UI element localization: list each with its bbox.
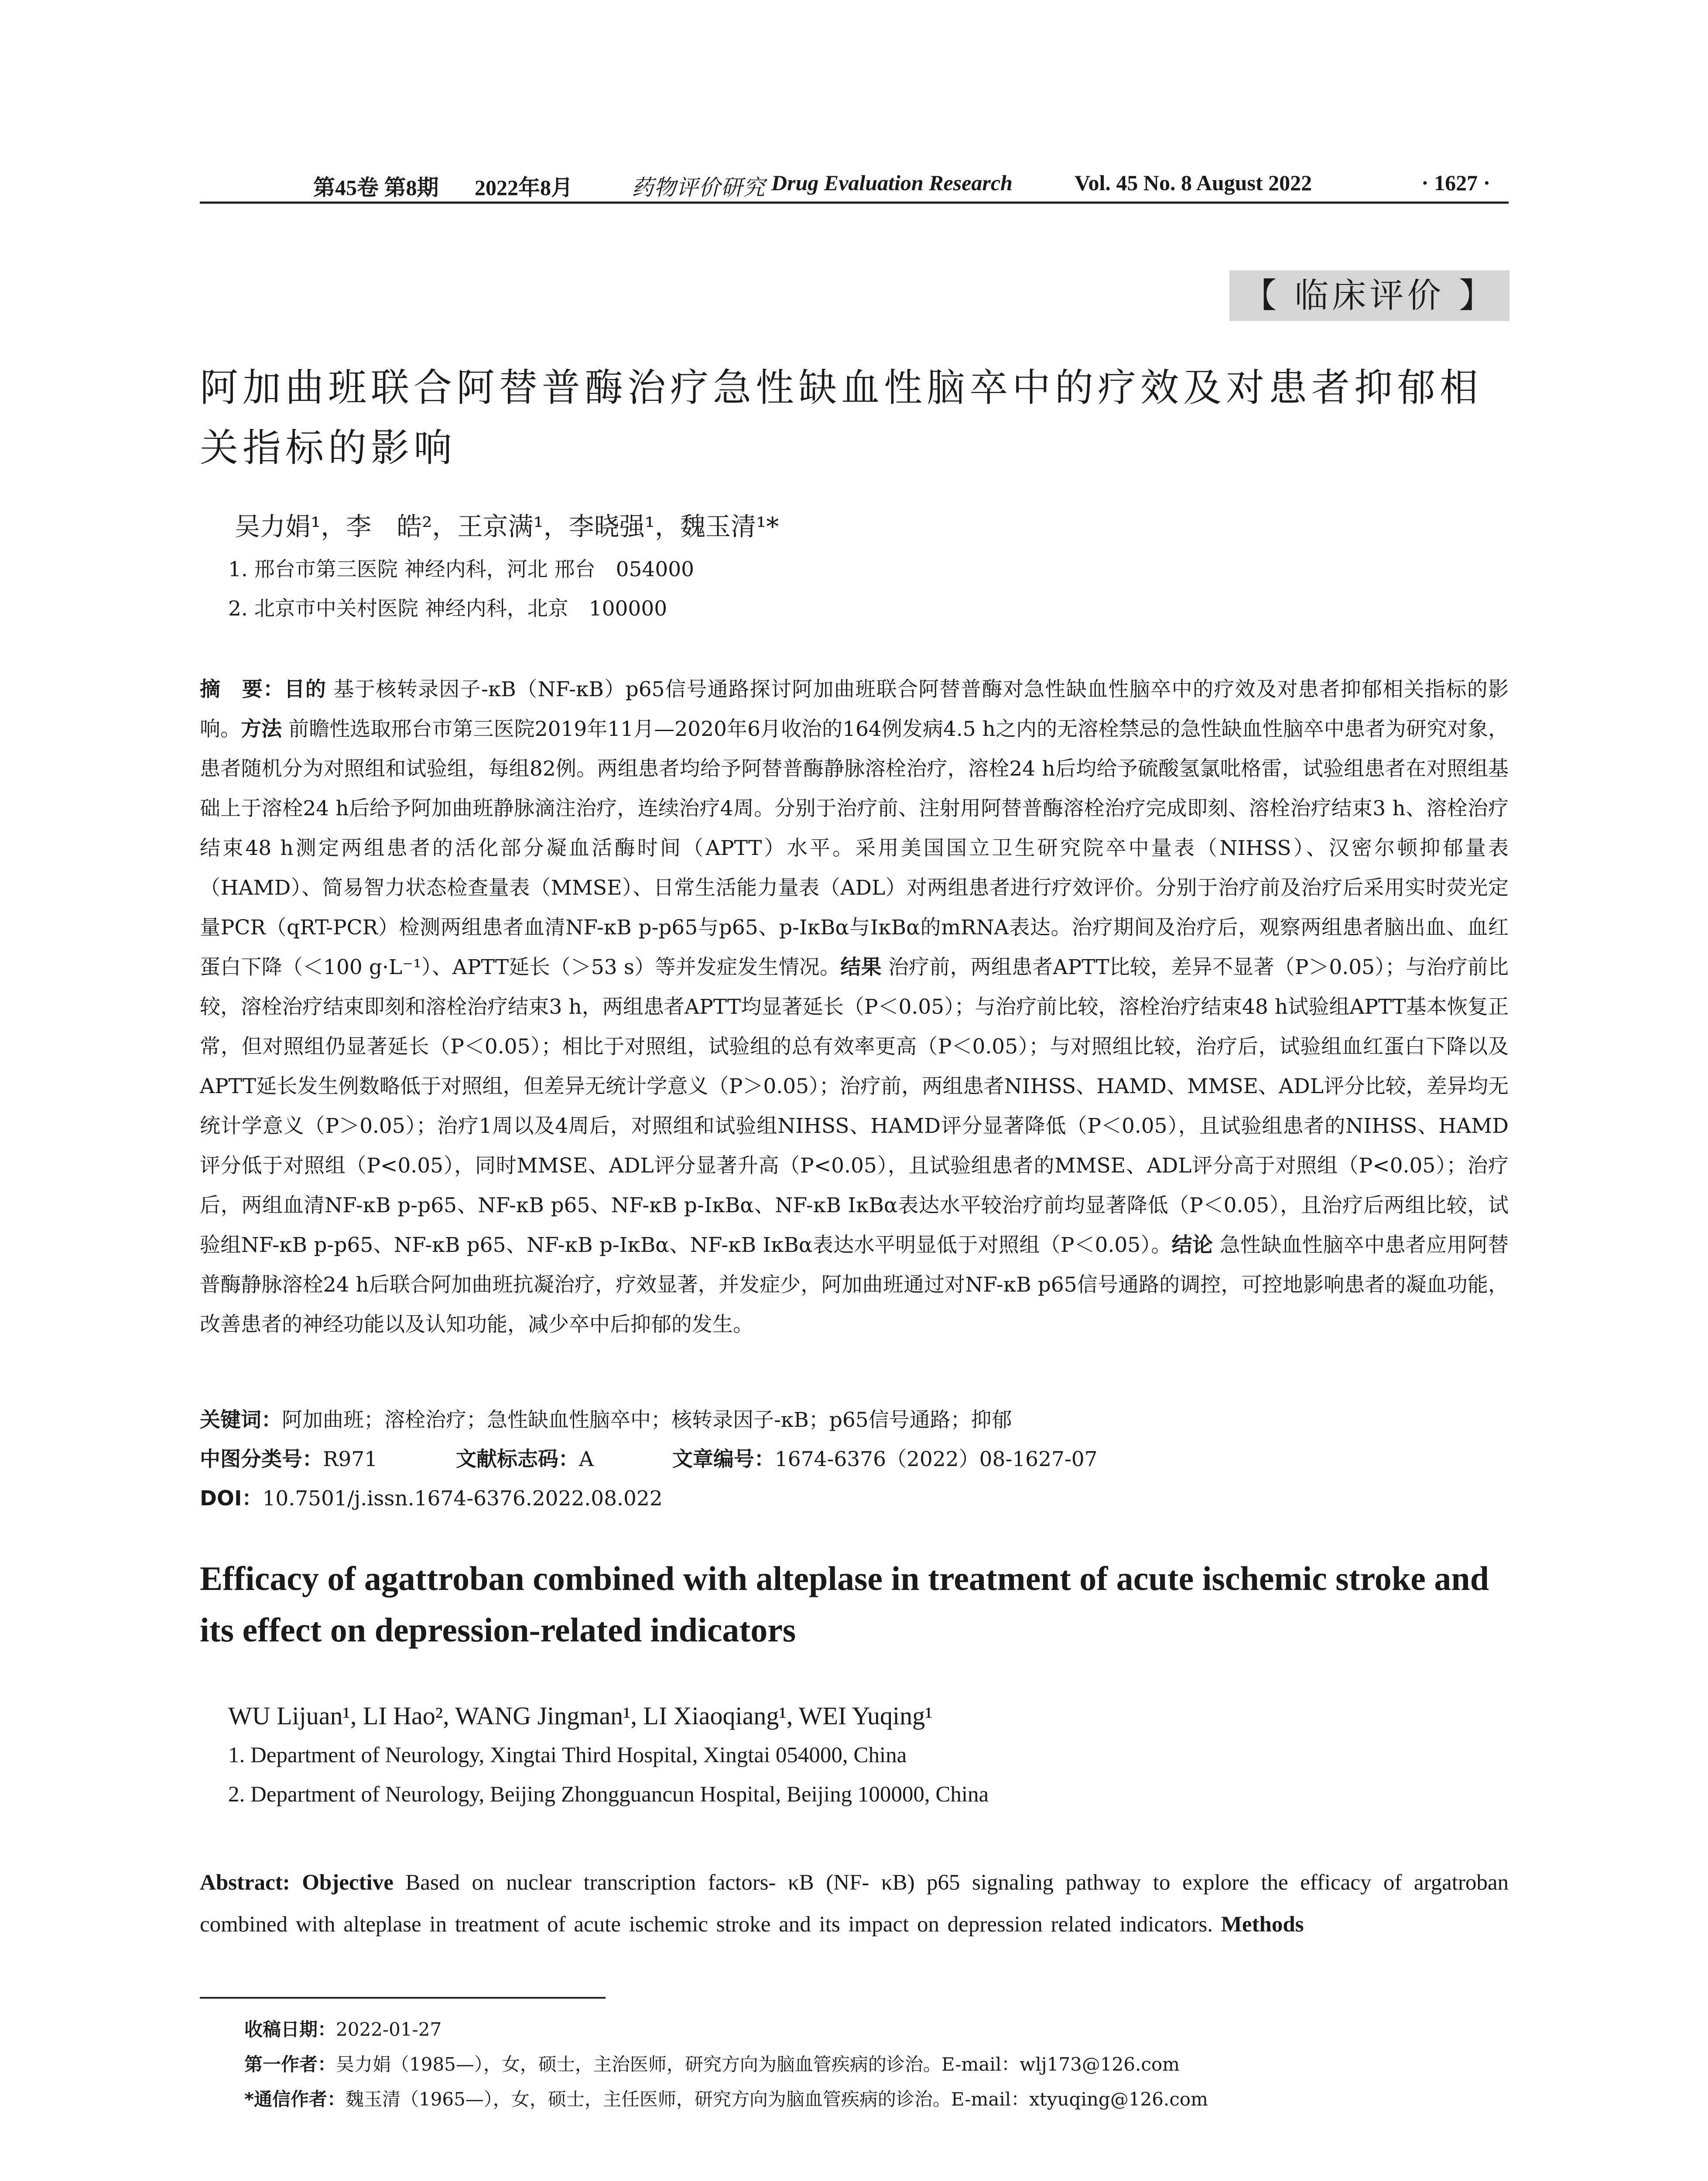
doi-label: DOI： <box>200 1487 263 1511</box>
keywords-label: 关键词： <box>200 1408 282 1432</box>
date-cn: 2022年8月 <box>475 175 573 200</box>
abstract-label-en: Abstract: <box>200 1870 290 1895</box>
objective-text-cn: 基于核转录因子-κB（NF-κB）p65信号通路探讨阿加曲班联合阿替普酶对急性缺血性脑卒中的疗效及对患者抑郁相关指标的影响。 <box>200 677 1509 741</box>
footnote-received-label: 收稿日期： <box>244 2019 336 2040</box>
footnote-rule <box>200 1997 606 1999</box>
article-number-value: 1674-6376（2022）08-1627-07 <box>774 1447 1098 1471</box>
header-rule <box>200 202 1509 204</box>
doi-value: 10.7501/j.issn.1674-6376.2022.08.022 <box>262 1487 663 1511</box>
doc-code-value: A <box>579 1447 594 1471</box>
conclusion-label-cn: 结论 <box>1171 1233 1213 1257</box>
abstract-label-cn: 摘 要： <box>200 677 284 701</box>
results-text-cn: 治疗前，两组患者APTT比较，差异不显著（P＞0.05）；与治疗前比较，溶栓治疗结束即刻和溶栓治疗结束3 h，两组患者APTT均显著延长（P＜0.05）；与治疗前比较，溶栓治疗结束48 h试验组APTT基本恢复正常，但对照组仍显著延长（P＜0.05）；相比于对照组，试验组的总有效率更高（P＜0.05）；与对照组比较，治疗后，试验组血红蛋白下降以及APTT延长发生例数略低于对照组，但差异无统计学意义（P＞0.05）；治疗前，两组患者NIHSS、HAMD、MMSE、ADL评分比较，差异均无统计学意义（P＞0.05）；治疗1周以及4周后，对照组和试验组NIHSS、HAMD评分显著降低（P＜0.05），且试验组患者的NIHSS、HAMD评分低于对照组（P<0.05），同时MMSE、ADL评分显著升高（P<0.05），且试验组患者的MMSE、ADL评分高于对照组（P<0.05）；治疗后，两组血清NF-κB p-p65、NF-κB p65、NF-κB p-IκBα、NF-κB IκBα表达水平较治疗前均显著降低（P＜0.05），且治疗后两组比较，试验组NF-κB p-p65、NF-κB p65、NF-κB p-IκBα、NF-κB IκBα表达水平明显低于对照组（P＜0.05）。 <box>200 955 1509 1257</box>
clc-label: 中图分类号： <box>200 1447 323 1471</box>
authors-en: WU Lijuan¹, LI Hao², WANG Jingman¹, LI Xiaoqiang¹, WEI Yuqing¹ <box>228 1702 933 1730</box>
doi-line <box>200 1482 663 1511</box>
methods-text-cn: 前瞻性选取邢台市第三医院2019年11月—2020年6月收治的164例发病4.5 h之内的无溶栓禁忌的急性缺血性脑卒中患者为研究对象，患者随机分为对照组和试验组，每组82例。两组患者均给予阿替普酶静脉溶栓治疗，溶栓24 h后均给予硫酸氢氯吡格雷，试验组患者在对照组基础上于溶栓24 h后给予阿加曲班静脉滴注治疗，连续治疗4周。分别于治疗前、注射用阿替普酶溶栓治疗完成即刻、溶栓治疗结束3 h、溶栓治疗结束48 h测定两组患者的活化部分凝血活酶时间（APTT）水平。采用美国国立卫生研究院卒中量表（NIHSS）、汉密尔顿抑郁量表（HAMD）、简易智力状态检查量表（MMSE）、日常生活能力量表（ADL）对两组患者进行疗效评价。分别于治疗前及治疗后采用实时荧光定量PCR（qRT-PCR）检测两组患者血清NF-κB p-p65与p65、p-IκBα与IκBα的mRNA表达。治疗期间及治疗后，观察两组患者脑出血、血红蛋白下降（＜100 g·L⁻¹）、APTT延长（＞53 s）等并发症发生情况。 <box>200 717 1509 979</box>
footnote-received <box>244 2015 442 2041</box>
methods-label-en: Methods <box>1221 1912 1304 1937</box>
affiliation-cn-1: 1. 邢台市第三医院 神经内科，河北 邢台 054000 <box>228 557 695 581</box>
title-en: Efficacy of agattroban combined with alteplase in treatment of acute ischemic stroke and its effect on depression-related indicators <box>200 1559 1489 1649</box>
classification-line <box>200 1443 1098 1472</box>
objective-label-cn: 目的 <box>284 677 327 701</box>
affiliation-en-2: 2. Department of Neurology, Beijing Zhongguancun Hospital, Beijing 100000, China <box>228 1782 989 1807</box>
footnote-received-text: 2022-01-27 <box>336 2019 442 2040</box>
abstract-en <box>200 1862 1509 1945</box>
footnote-corresponding-label: *通信作者： <box>244 2089 346 2110</box>
footnote-corresponding-author <box>244 2085 1208 2111</box>
affiliation-cn-2: 2. 北京市中关村医院 神经内科，北京 100000 <box>228 597 667 621</box>
running-header <box>200 165 1509 200</box>
page-number: · 1627 · <box>1421 171 1491 195</box>
journal-logo-cn: 药物评价研究 <box>632 175 765 200</box>
journal-name-en: Drug Evaluation Research <box>771 171 1013 195</box>
volume-en: Vol. 45 No. 8 August 2022 <box>1075 171 1312 195</box>
abstract-cn <box>200 670 1509 1344</box>
objective-text-en: Based on nuclear transcription factors- κB (NF- κB) p65 signaling pathway to explore the efficacy of argatroban combined with alteplase in treatment of acute ischemic stroke and its impact on depression related indicators. <box>200 1870 1509 1937</box>
methods-label-cn: 方法 <box>241 717 282 741</box>
footnote-first-author <box>244 2050 1180 2076</box>
keywords-cn <box>200 1404 1012 1433</box>
section-category: 【 临床评价 】 <box>1229 270 1509 321</box>
doc-code-label: 文献标志码： <box>456 1447 579 1471</box>
authors-cn: 吴力娟¹，李 皓²，王京满¹，李晓强¹，魏玉清¹* <box>235 512 779 541</box>
footnote-first-author-text: 吴力娟（1985—），女，硕士，主治医师，研究方向为脑血管疾病的诊治。E-mail：wlj173@126.com <box>336 2054 1180 2075</box>
title-cn: 阿加曲班联合阿替普酶治疗急性缺血性脑卒中的疗效及对患者抑郁相关指标的影响 <box>200 365 1483 470</box>
affiliation-en-1: 1. Department of Neurology, Xingtai Third Hospital, Xingtai 054000, China <box>228 1743 907 1767</box>
footnote-first-author-label: 第一作者： <box>244 2054 336 2075</box>
volume-cn: 第45卷 第8期 <box>313 175 439 200</box>
keywords-text: 阿加曲班；溶栓治疗；急性缺血性脑卒中；核转录因子-κB；p65信号通路；抑郁 <box>282 1408 1012 1432</box>
article-number-label: 文章编号： <box>672 1447 775 1471</box>
results-label-cn: 结果 <box>840 955 882 979</box>
clc-value: R971 <box>323 1447 378 1471</box>
conclusion-text-cn: 急性缺血性脑卒中患者应用阿替普酶静脉溶栓24 h后联合阿加曲班抗凝治疗，疗效显著，并发症少，阿加曲班通过对NF-κB p65信号通路的调控，可控地影响患者的凝血功能，改善患者的神经功能以及认知功能，减少卒中后抑郁的发生。 <box>200 1233 1509 1337</box>
footnote-corresponding-text: 魏玉清（1965—），女，硕士，主任医师，研究方向为脑血管疾病的诊治。E-mail：xtyuqing@126.com <box>345 2089 1208 2110</box>
objective-label-en: Objective <box>302 1870 394 1895</box>
